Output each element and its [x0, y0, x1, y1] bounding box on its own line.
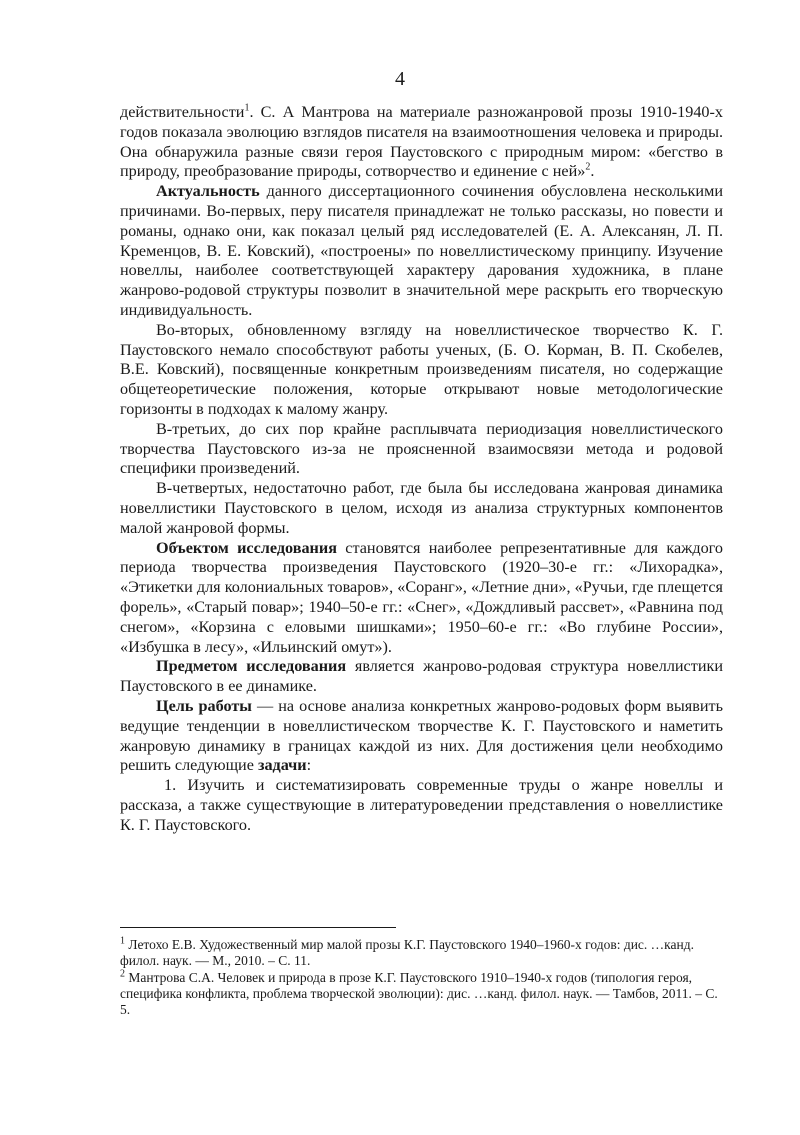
footnote-ref-2[interactable]: 2 [585, 162, 591, 173]
paragraph-text: данного диссертационного сочинения обусловлена несколькими причинами. Во-первых, перу писателя принадлежат не только рассказы, но повести и романы, однако они, как показал целый ряд исследователей (Е. А. Алексанян, Л. П. Кременцов, В. Е. Ковский), «построены» по новеллистическому принципу. Изучение новеллы, наиболее соответствующей характеру дарования художника, в плане жанрово-родовой структуры позволит в значительной мере раскрыть его творческую индивидуальность. [120, 182, 723, 319]
paragraph-relevance [120, 182, 723, 321]
paragraph-text: . С. А Мантрова на материале разножанровой прозы 1910-1940-х годов показала эволюцию взглядов писателя на взаимоотношения человека и природы. Она обнаружила разные связи героя Паустовского с природным миром: «бегство в природу, преобразование природы, сотворчество и единение с ней» [120, 103, 723, 181]
term-subject: Предметом исследования [156, 657, 347, 676]
footnote-ref-1[interactable]: 1 [244, 102, 250, 114]
paragraph-secondly: Во-вторых, обновленному взгляду на новеллистическое творчество К. Г. Паустовского немало способствуют работы ученых, (Б. О. Корман, В. П. Скобелев, В.Е. Ковский), посвященные конкретным произведениям писателя, но содержащие общетеоретические положения, которые открывают новые методологические горизонты в подходах к малому жанру. [120, 320, 723, 418]
paragraph-text: : [306, 756, 312, 775]
paragraph-subject [120, 657, 723, 697]
paragraph-text: — на основе анализа конкретных жанрово-родовых форм выявить ведущие тенденции в новеллистическом творчестве К. Г. Паустовского и наметить жанровую динамику в границах каждой из них. Для достижения цели необходимо решить следующие [120, 696, 723, 775]
task-item-1: 1. Изучить и систематизировать современные труды о жанре новеллы и рассказа, а также существующие в литературоведении представления о новеллистике К. Г. Паустовского. [120, 776, 723, 834]
paragraph-thirdly: В-третьих, до сих пор крайне расплывчата периодизация новеллистического творчества Паустовского из-за не проясненной взаимосвязи метода и родовой специфики произведений. [120, 419, 723, 478]
footnotes [120, 937, 723, 1018]
footnote-separator [120, 927, 396, 928]
body-text [120, 103, 723, 835]
paragraph-fourthly: В-четвертых, недостаточно работ, где была бы исследована жанровая динамика новеллистики Паустовского в целом, исходя из анализа структурных компонентов малой жанровой формы. [120, 479, 723, 537]
paragraph-object [120, 539, 723, 658]
page-number: 4 [395, 68, 405, 90]
term-goal: Цель работы [156, 696, 252, 715]
paragraph-1 [120, 103, 723, 182]
paragraph-text: является жанрово-родовая структура новеллистики Паустовского в ее динамике. [120, 657, 724, 696]
footnote-1 [120, 937, 723, 970]
paragraph-text: становятся наиболее репрезентативные для каждого периода творчества произведения Паустовского (1920–30-е гг.: «Лихорадка», «Этикетки для колониальных товаров», «Соранг», «Летние дни», «Ручьи, где плещется форель», «Старый повар»; 1940–50-е гг.: «Снег», «Дождливый рассвет», «Равнина под снегом», «Корзина с еловыми шишками»; 1950–60-е гг.: «Во глубине России», «Избушка в лесу», «Ильинский омут»). [120, 538, 723, 656]
term-object: Объектом исследования [156, 538, 337, 557]
footnote-2 [120, 970, 723, 1019]
paragraph-text: . [590, 162, 595, 181]
paragraph-text: действительности [120, 103, 245, 121]
term-tasks: задачи [257, 756, 307, 775]
footnote-text: Летохо Е.В. Художественный мир малой прозы К.Г. Паустовского 1940–1960-х годов: дис. …канд. филол. наук. — М., 2010. – С. 11. [120, 937, 694, 969]
footnote-mark-1: 1 [120, 935, 125, 947]
paragraph-goal [120, 697, 723, 776]
footnote-mark-2: 2 [120, 968, 125, 980]
footnote-text: Мантрова С.А. Человек и природа в прозе К.Г. Паустовского 1910–1940-х годов (типология героя, специфика конфликта, проблема творческой эволюции): дис. …канд. филол. наук. — Тамбов, 2011. – С. 5. [120, 969, 718, 1018]
term-relevance: Актуальность [156, 182, 260, 201]
